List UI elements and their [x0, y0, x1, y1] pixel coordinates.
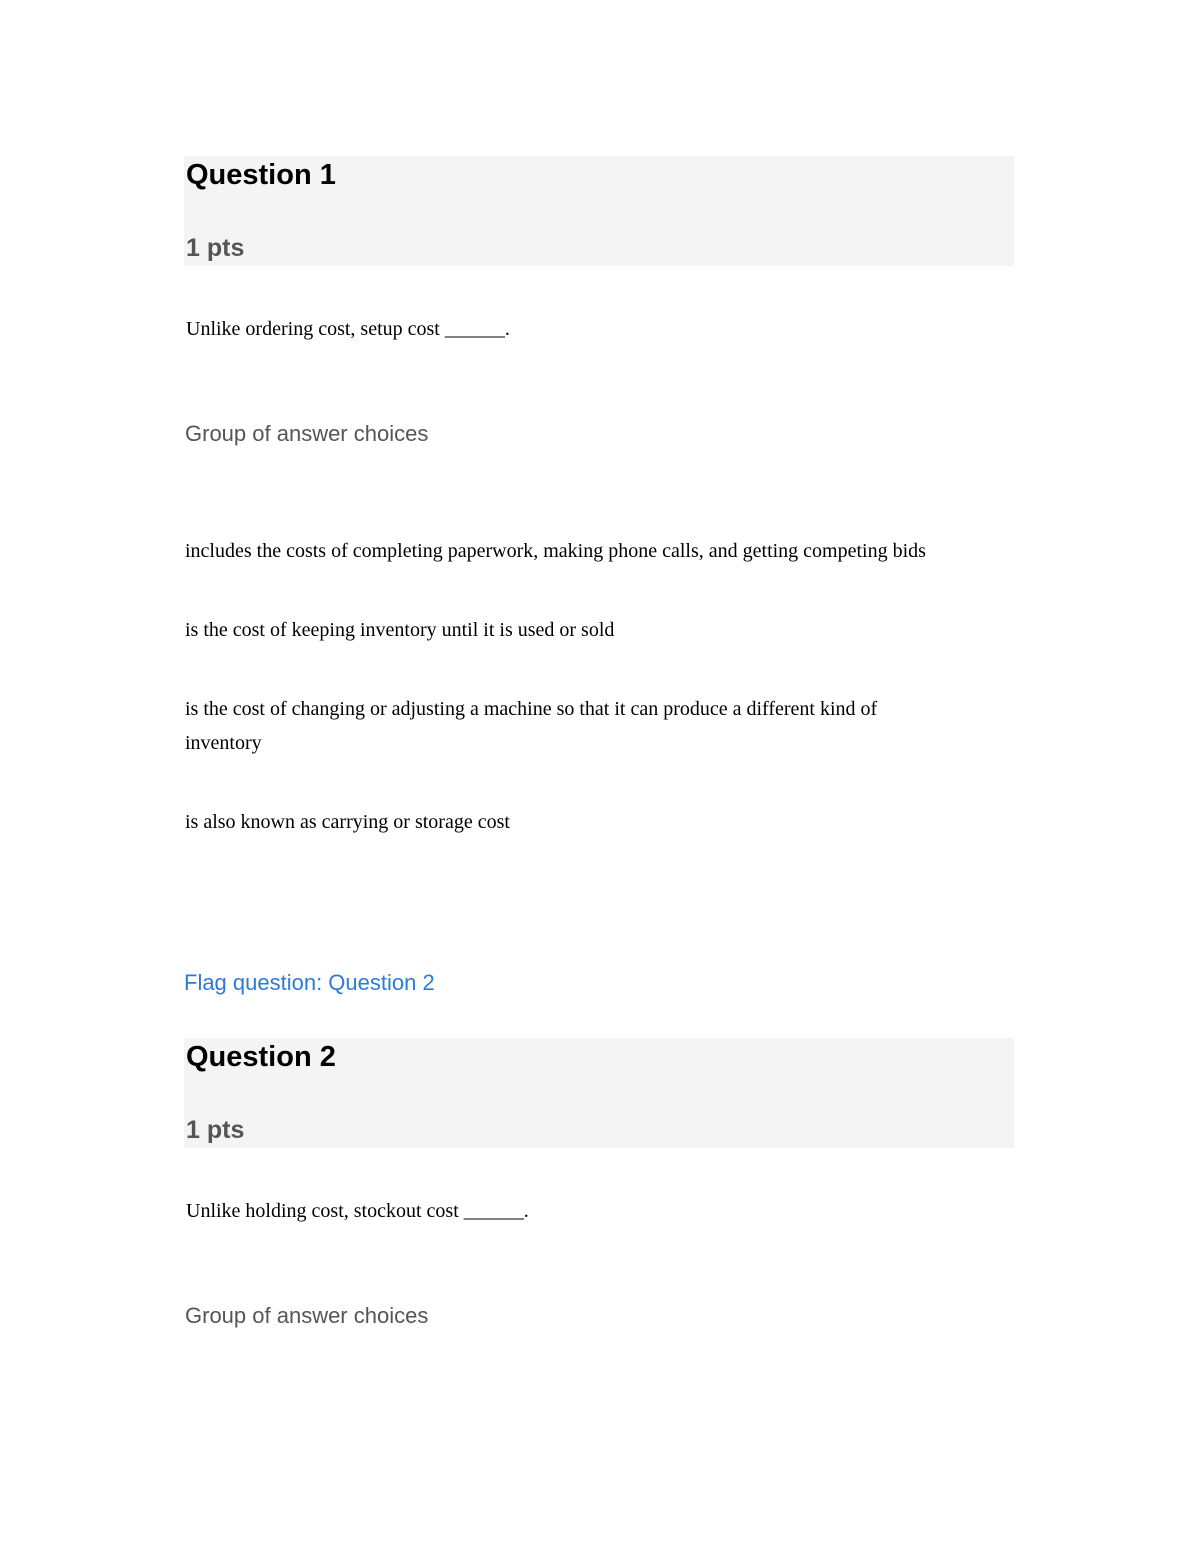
question-1-points: 1 pts — [186, 234, 245, 262]
question-2-prompt: Unlike holding cost, stockout cost ______. — [186, 1200, 529, 1222]
question-1-choice-2[interactable]: is the cost of keeping inventory until it is used or sold — [185, 619, 615, 641]
flag-question-2-link[interactable]: Flag question: Question 2 — [184, 970, 435, 995]
question-1-choice-1[interactable]: includes the costs of completing paperwork, making phone calls, and getting competing bids — [185, 540, 926, 562]
question-1-title: Question 1 — [186, 159, 336, 191]
question-1-choice-3[interactable]: is the cost of changing or adjusting a machine so that it can produce a different kind of inventory — [185, 698, 878, 754]
question-2-group-label: Group of answer choices — [185, 1303, 429, 1328]
question-2-header — [184, 1038, 1014, 1148]
question-1-prompt: Unlike ordering cost, setup cost ______. — [186, 318, 510, 340]
question-1-header — [184, 156, 1014, 266]
question-2-title: Question 2 — [186, 1041, 336, 1073]
question-2-points: 1 pts — [186, 1116, 245, 1144]
question-1-choice-4[interactable]: is also known as carrying or storage cost — [185, 811, 510, 833]
question-1-group-label: Group of answer choices — [185, 421, 429, 446]
